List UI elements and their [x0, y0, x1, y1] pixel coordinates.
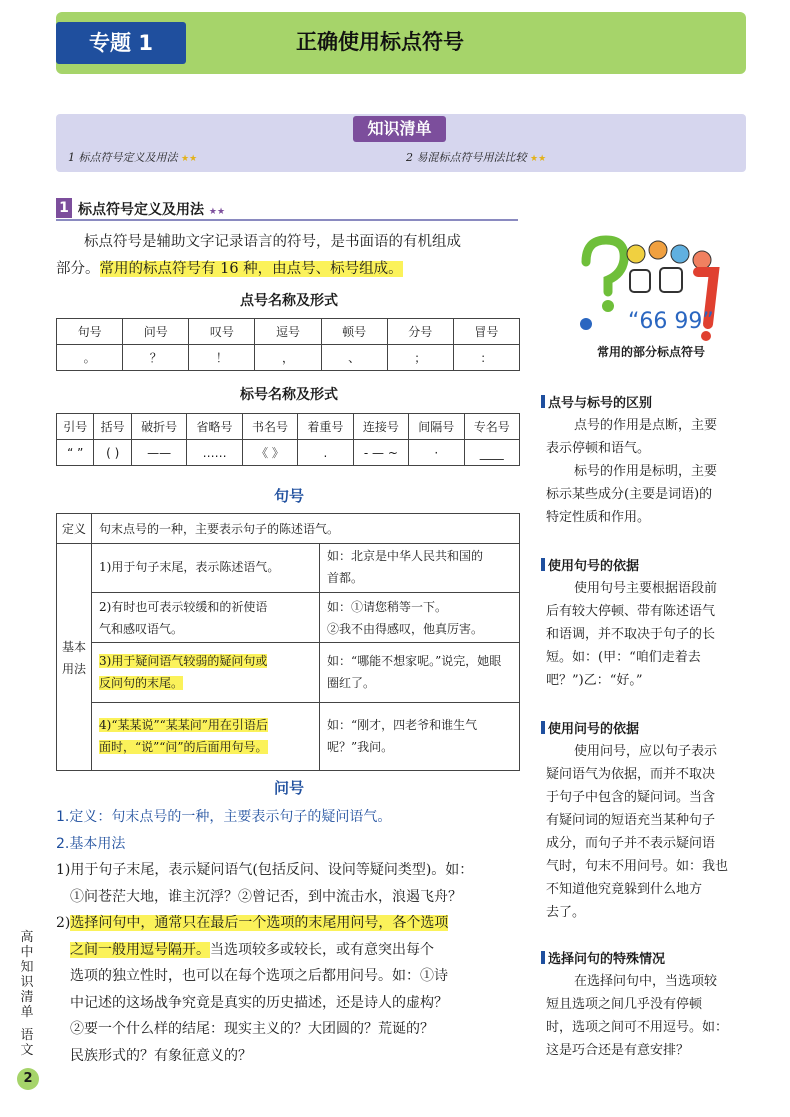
usage-1: 1)用于句子末尾，表示陈述语气。	[99, 560, 280, 574]
biaohao-name: 省略号	[187, 414, 242, 440]
biaohao-name: 括号	[94, 414, 131, 440]
star-icon: ★★	[208, 207, 226, 217]
punctuation-cartoon-icon	[566, 232, 726, 342]
example-4-line: 呢？”我问。	[327, 740, 394, 754]
usage-3-highlight: 反问句的末尾。	[99, 676, 184, 690]
usage-label-2: 用法	[61, 662, 86, 676]
sidebar-line: 去了。	[546, 905, 586, 920]
section-number: 1	[56, 198, 72, 218]
biaohao-form: ·	[409, 440, 464, 466]
sidebar-line: 疑问语气为依据，而并不取决	[546, 767, 716, 782]
wenhao-usage-heading: 2.基本用法	[56, 835, 126, 852]
sidebar-line: 在选择问句中，当选项较	[574, 974, 718, 989]
sidebar-text-4	[546, 970, 742, 1062]
wenhao-line: ①问苍茫大地，谁主沉浮？②曾记否，到中流击水，浪遏飞舟？	[70, 888, 462, 905]
sidebar-line: 不知道他究竟躲到什么地方	[546, 882, 703, 897]
knowledge-item-1-text: 1 标点符号定义及用法	[68, 151, 178, 164]
dianhao-form: ，	[255, 345, 321, 371]
section-heading	[56, 198, 518, 220]
section-title-text: 标点符号定义及用法	[78, 202, 204, 218]
definition-text: 句末点号的一种，主要表示句子的陈述语气。	[99, 522, 340, 536]
example-4	[327, 714, 477, 758]
biaohao-name: 书名号	[242, 414, 297, 440]
example-2-line: 如：①请您稍等一下。	[327, 600, 448, 614]
wenhao-body	[56, 804, 522, 1069]
biaohao-name: 破折号	[131, 414, 186, 440]
sidebar-line: 标号的作用是标明，主要	[574, 464, 718, 479]
wenhao-line: 1)用于句子末尾，表示疑问语气(包括反问、设问等疑问类型)。如：	[56, 862, 474, 878]
usage-2-line: 2)有时也可表示较缓和的祈使语	[99, 600, 268, 614]
wenhao-line	[56, 937, 522, 964]
example-1-line: 首都。	[327, 571, 364, 585]
example-3-line: 圈红了。	[327, 676, 376, 690]
dianhao-name: 叹号	[189, 319, 255, 345]
dianhao-form: ！	[189, 345, 255, 371]
intro-line-1: 标点符号是辅助文字记录语言的符号，是书面语的有机组成	[84, 234, 461, 250]
book-title-text: 高中知识清单	[20, 930, 34, 1020]
grid-line	[319, 543, 320, 771]
intro-highlight: 常用的标点符号有 16 种，由点号、标号组成。	[99, 261, 403, 277]
dianhao-name: 问号	[123, 319, 189, 345]
definition-label: 定义	[61, 522, 86, 536]
sidebar-heading-3: 使用问号的依据	[541, 718, 741, 737]
wenhao-line: 选项的独立性时，也可以在每个选项之后都用问号。如：①诗	[70, 968, 448, 984]
sidebar-line: 使用问号，应以句子表示	[574, 744, 718, 759]
dianhao-form: 。	[57, 345, 123, 371]
usage-2	[99, 596, 267, 640]
section-title	[78, 199, 225, 219]
sidebar-line: 使用句号主要根据语段前	[574, 581, 718, 596]
biaohao-form: ____	[464, 440, 519, 466]
sidebar-heading-2: 使用句号的依据	[541, 555, 741, 574]
sidebar-line: 吧？”)乙：“好。”	[546, 673, 643, 688]
knowledge-list-band	[56, 114, 746, 172]
example-3	[327, 650, 501, 694]
example-1-line: 如：北京是中华人民共和国的	[327, 549, 484, 563]
wenhao-line: 中记述的这场战争究竟是真实的历史描述，还是诗人的虚构？	[70, 994, 448, 1011]
sidebar-line: 标示某些成分(主要是词语)的	[546, 487, 713, 502]
biaohao-form: “ ”	[57, 440, 94, 466]
intro-text: 部分。	[56, 261, 100, 277]
grid-line	[91, 592, 520, 593]
usage-2-line: 气和感叹语气。	[99, 622, 184, 636]
sidebar-line: 和语调，并不取决于句子的长	[546, 627, 716, 642]
usage-4-highlight: 4)“某某说”“某某问”用在引语后	[99, 718, 268, 732]
dianhao-name: 逗号	[255, 319, 321, 345]
biaohao-table	[56, 413, 520, 466]
grid-line	[57, 543, 520, 544]
sidebar-line: 特定性质和作用。	[546, 510, 651, 525]
example-1	[327, 545, 483, 589]
juhao-caption: 句号	[273, 487, 304, 505]
usage-label-1: 基本	[61, 640, 86, 654]
dianhao-name: 句号	[57, 319, 123, 345]
example-3-line: 如：“哪能不想家呢。”说完，她眼	[327, 654, 502, 668]
sidebar-line: 时，选项之间可不用逗号。如：	[546, 1020, 729, 1035]
biaohao-name: 着重号	[298, 414, 353, 440]
wenhao-line	[56, 910, 522, 937]
sidebar-line: 短。如：(甲：“咱们走着去	[546, 650, 701, 665]
wenhao-line: 民族形式的？有象征意义的？	[70, 1047, 252, 1064]
biaohao-forms-row	[57, 440, 520, 466]
star-icon: ★★	[181, 154, 198, 164]
example-2-line: ②我不由得感叹，他真厉害。	[327, 622, 484, 636]
sidebar-text-1	[546, 414, 742, 529]
biaohao-caption: 标号名称及形式	[240, 387, 338, 403]
dianhao-form: 、	[321, 345, 387, 371]
biaohao-form: ( )	[94, 440, 131, 466]
usage-label	[57, 636, 91, 680]
example-4-line: 如：“刚才，四老爷和谁生气	[327, 718, 478, 732]
sidebar-heading-1: 点号与标号的区别	[541, 392, 741, 411]
wenhao-line-prefix: 2)	[56, 915, 71, 931]
usage-4-highlight: 面时，“说”“问”的后面用句号。	[99, 740, 268, 754]
grid-line	[91, 702, 520, 703]
dianhao-name: 分号	[387, 319, 453, 345]
sidebar-line: 点号的作用是点断，主要	[574, 418, 718, 433]
example-2	[327, 596, 483, 640]
sidebar-line: 于句子中包含的疑问词。当含	[546, 790, 716, 805]
biaohao-name: 专名号	[464, 414, 519, 440]
wenhao-line: ②要一个什么样的结尾：现实主义的？大团圆的？荒诞的？	[70, 1021, 434, 1037]
chapter-tag: 专题 1	[56, 22, 186, 64]
knowledge-list-title: 知识清单	[353, 116, 446, 142]
sidebar-line: 表示停顿和语气。	[546, 441, 651, 456]
wenhao-highlight: 之间一般用逗号隔开。	[70, 941, 210, 958]
dianhao-name: 顿号	[321, 319, 387, 345]
biaohao-form: - — ~	[353, 440, 408, 466]
subject-text: 语文	[20, 1028, 34, 1058]
dianhao-names-row	[57, 319, 520, 345]
grid-line	[91, 642, 520, 643]
biaohao-names-row	[57, 414, 520, 440]
illustration-caption: 常用的部分标点符号	[596, 345, 705, 359]
biaohao-form: ……	[187, 440, 242, 466]
juhao-table	[56, 513, 520, 771]
dianhao-table	[56, 318, 520, 371]
sidebar-line: 气时，句末不用问号。如：我也	[546, 859, 729, 874]
dianhao-forms-row	[57, 345, 520, 371]
sidebar-line: 成分，而句子并不表示疑问语	[546, 836, 716, 851]
star-icon: ★★	[530, 154, 547, 164]
knowledge-item-2-text: 2 易混标点符号用法比较	[406, 151, 527, 164]
biaohao-name: 引号	[57, 414, 94, 440]
biaohao-form: 《 》	[242, 440, 297, 466]
wenhao-highlight: 选择问句中，通常只在最后一个选项的末尾用问号，各个选项	[70, 915, 449, 931]
intro-line-2	[56, 257, 522, 282]
sidebar-text-3	[546, 740, 742, 924]
svg-text:“66 99”: “66 99”	[628, 309, 714, 334]
wenhao-line-text: 当选项较多或较长，或有意突出每个	[210, 941, 434, 958]
dianhao-name: 冒号	[453, 319, 519, 345]
chapter-header	[56, 12, 746, 74]
usage-3	[99, 650, 267, 694]
biaohao-name: 连接号	[353, 414, 408, 440]
dianhao-form: ；	[387, 345, 453, 371]
sidebar-heading-4: 选择问句的特殊情况	[541, 948, 741, 967]
knowledge-item-1	[68, 149, 197, 165]
book-title-vertical	[19, 930, 35, 1058]
biaohao-form: .	[298, 440, 353, 466]
usage-3-highlight: 3)用于疑问语气较弱的疑问句或	[99, 654, 268, 668]
wenhao-definition: 1.定义：句末点号的一种，主要表示句子的疑问语气。	[56, 809, 392, 825]
knowledge-item-2	[406, 149, 546, 165]
dianhao-form: ？	[123, 345, 189, 371]
sidebar-line: 有疑问词的短语充当某种句子	[546, 813, 716, 828]
chapter-title: 正确使用标点符号	[296, 30, 464, 54]
page-number: 2	[17, 1068, 39, 1090]
dianhao-form: ：	[453, 345, 519, 371]
sidebar-line: 这是巧合还是有意安排？	[546, 1043, 690, 1058]
biaohao-name: 间隔号	[409, 414, 464, 440]
dianhao-caption: 点号名称及形式	[240, 293, 338, 309]
section-underline	[56, 219, 518, 221]
sidebar-line: 短且选项之间几乎没有停顿	[546, 997, 703, 1012]
sidebar-line: 后有较大停顿、带有陈述语气	[546, 604, 716, 619]
usage-4	[99, 714, 268, 758]
sidebar-text-2	[546, 577, 742, 692]
biaohao-form: ——	[131, 440, 186, 466]
wenhao-caption: 问号	[273, 779, 304, 797]
